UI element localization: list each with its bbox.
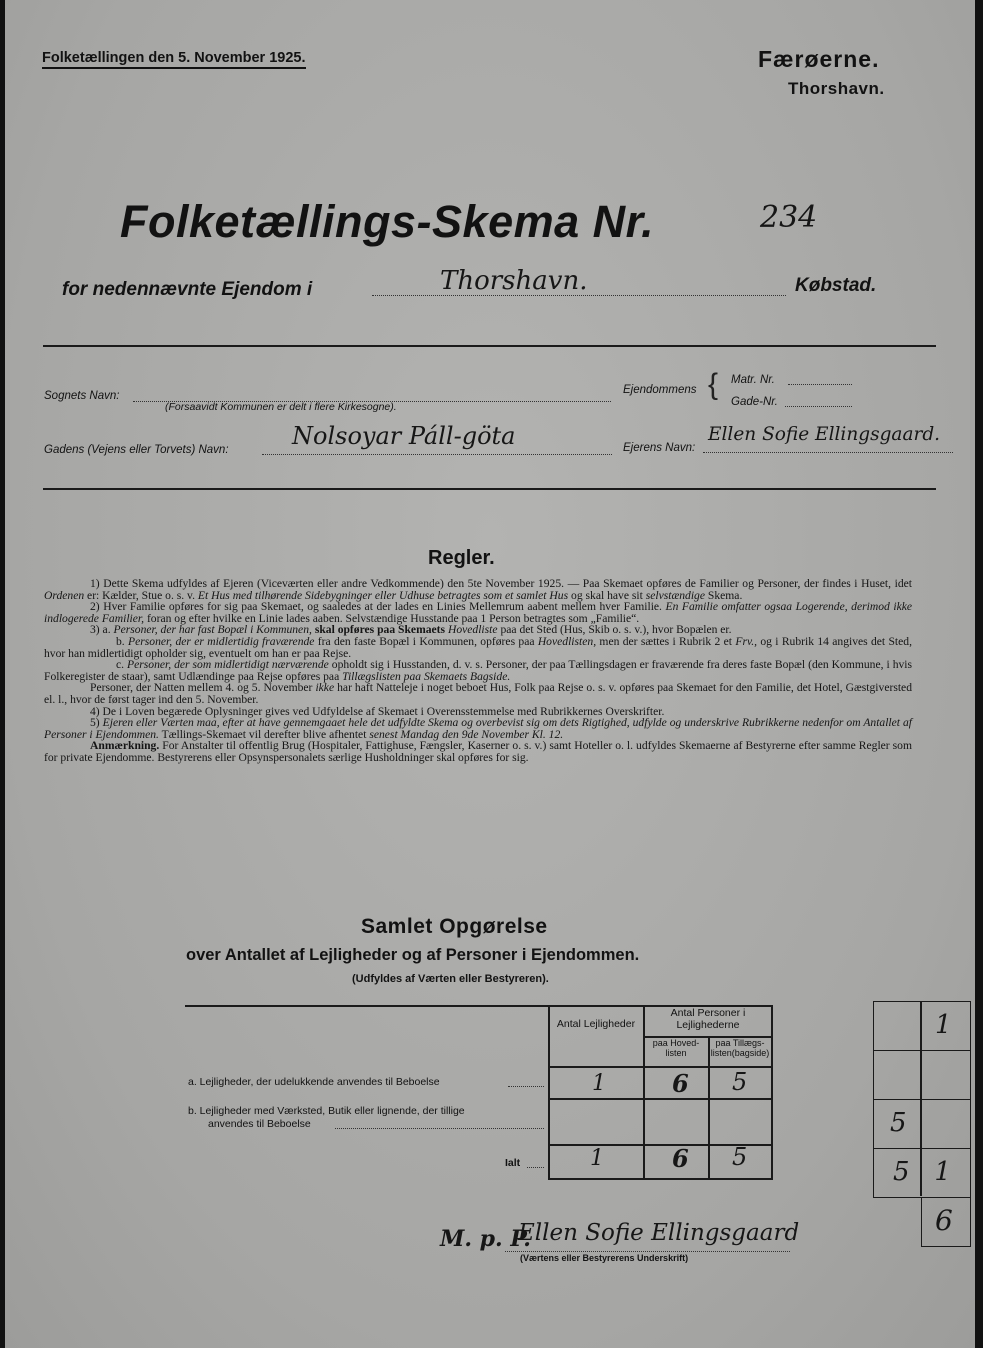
table-row-a-line <box>548 1098 773 1100</box>
signature-name: Ellen Sofie Ellingsgaard <box>518 1220 800 1246</box>
region-name: Færøerne. <box>758 46 880 72</box>
ejendom-brace: { <box>708 368 719 401</box>
table-col-line-1 <box>548 1005 550 1180</box>
side-box-4-value: 5 1 <box>893 1157 951 1187</box>
row-total-antal: 1 <box>590 1146 604 1171</box>
rule-3d: Personer, der Natten mellem 4. og 5. November ikke har haft Natteleje i noget beboet Hus, Folk paa Rejse o. s. v. opføres paa Skemaet for den Familie, det Hotel, Gæstgiversted el. l., hvor de først tager ind den 5. November. <box>44 681 913 706</box>
city-name: Thorshavn. <box>788 79 885 98</box>
col-tillaeg-header: paa Tillægs-listen(bagside) <box>710 1038 770 1058</box>
row-a-dots <box>508 1086 544 1087</box>
row-b-label-1: b. Lejligheder med Værksted, Butik eller lignende, der tillige <box>188 1105 465 1117</box>
summary-subtitle: over Antallet af Lejligheder og af Personer i Ejendommen. <box>186 946 640 964</box>
ejendom-label: Ejendommens <box>623 384 697 396</box>
subtitle-suffix: Købstad. <box>795 275 877 296</box>
matr-line <box>788 384 852 385</box>
side-box-3 <box>873 1099 971 1149</box>
rule-1: 1) Dette Skema udfyldes af Ejeren (Viceværten eller andre Vedkommende) den 5te November 1925. — Paa Skemaet opføres de Familier og Personer, der findes i Huset, idet Ordenen er: Kælder, Stue o. s. v. Et Hus med tilhørende Sidebygninger eller Udhuse betragtes som et samlet Hus og skal have sit selvstændige Skema. <box>44 577 912 602</box>
table-col-line-2 <box>643 1005 645 1180</box>
table-bottom-line <box>548 1178 773 1180</box>
scan-border-left <box>0 0 5 1348</box>
side-box-2 <box>873 1050 971 1100</box>
place-name: Thorshavn. <box>440 266 588 296</box>
rules-text <box>44 578 912 764</box>
sogn-label: Sognets Navn: <box>44 390 120 402</box>
rule-4: 4) De i Loven begærede Oplysninger gives ved Udfyldelse af Skemaet i Overensstemmelse med Rubrikkernes Overskrifter. <box>90 704 665 718</box>
rule-3b: b. Personer, der er midlertidig fraværende fra den faste Bopæl i Kommunen, opføres paa Hovedlisten, men der sættes i Rubrik 2 et Frv., og i Rubrik 14 angives det Sted, hvor han midlertidigt opholder sig, eventuelt om han er paa Rejse. <box>44 634 912 660</box>
rule-note: Anmærkning. For Anstalter til offentlig Brug (Hospitaler, Fattighuse, Fængsler, Kaserner o. s. v.) samt Hoteller o. l. udfyldes Skemaerne af Bestyrerne efter samme Regler som for private Ejendomme. Bestyrerens eller Opsynspersonalets særlige Husholdninger skal opføres for sig. <box>44 739 912 764</box>
rule-3a: 3) a. Personer, der har fast Bopæl i Kommunen, skal opføres paa Skemaets Hovedliste paa det Sted (Hus, Skib o. s. v.), hvor Bopælen er. <box>90 623 732 637</box>
col-personer-header: Antal Personer i Lejlighederne <box>670 1007 746 1031</box>
rule-2: 2) Hver Familie opføres for sig paa Skemaet, og saaledes at der lades en Linies Mellemrum aabent mellem hver Familie. En Familie omfatter ogsaa Logerende, derimod ikke indlogerede Familier, foran og efter hvilke en Linie lades aaben. Selvstændige Husstande paa 1 Person betragtes som „Familie“. <box>44 600 913 625</box>
divider-top <box>43 345 936 347</box>
row-total-label: Ialt <box>505 1157 521 1169</box>
ejer-value: Ellen Sofie Ellingsgaard. <box>708 424 941 445</box>
signature-line <box>505 1251 790 1252</box>
signature-caption: (Værtens eller Bestyrerens Underskrift) <box>520 1253 689 1263</box>
rule-3c: c. Personer, der som midlertidigt nærværende opholdt sig i Husstanden, d. v. s. Personer, der paa Tællingsdagen er fraværende fra deres faste Bopæl (den Kommune, i hvis Folkeregister de staar), samt Udlændinge paa Rejse opføres paa Tillægslisten paa Skemaets Bagside. <box>44 658 913 683</box>
gade-nr-line <box>785 406 852 407</box>
col-antal-header: Antal Lejligheder <box>556 1018 636 1030</box>
gade-label: Gadens (Vejens eller Torvets) Navn: <box>44 444 229 456</box>
gade-value: Nolsoyar Páll-göta <box>292 422 516 450</box>
row-b-label-2: anvendes til Beboelse <box>208 1118 311 1130</box>
signature-prefix: M. p. P. <box>440 1226 531 1252</box>
sogn-note: (Forsaavidt Kommunen er delt i flere Kirkesogne). <box>165 401 397 413</box>
row-total-dots <box>527 1167 544 1168</box>
form-title: Folketællings-Skema Nr. <box>120 196 655 247</box>
table-col-line-4 <box>771 1005 773 1180</box>
row-b-dots <box>335 1128 544 1129</box>
divider-mid <box>43 488 936 490</box>
gade-nr-label: Gade-Nr. <box>731 396 778 408</box>
side-box-5-value: 6 <box>935 1204 953 1237</box>
census-date: Folketællingen den 5. November 1925. <box>42 50 306 69</box>
summary-title: Samlet Opgørelse <box>361 915 548 938</box>
gade-line <box>262 454 612 455</box>
side-box-1 <box>873 1001 971 1051</box>
subtitle-prefix: for nedennævnte Ejendom i <box>62 279 313 300</box>
rules-heading: Regler. <box>428 547 495 569</box>
matr-label: Matr. Nr. <box>731 374 775 386</box>
scan-border-right <box>975 0 983 1348</box>
side-box-1-value: 1 <box>935 1010 952 1040</box>
row-total-hoved: 6 <box>672 1144 689 1173</box>
rule-5: 5) Ejeren eller Værten maa, efter at have gennemgaaet hele det udfyldte Skema og overbevist sig om dets Rigtighed, udfylde og underskrive Rubrikkerne nedenfor om Antallet af Personer i Ejendommen. Tællings-Skemaet vil derefter blive afhentet senest Mandag den 9de November Kl. 12. <box>44 716 912 741</box>
summary-note: (Udfyldes af Værten eller Bestyreren). <box>352 973 549 985</box>
ejer-label: Ejerens Navn: <box>623 442 696 454</box>
row-total-tillaeg: 5 <box>732 1143 748 1171</box>
row-a-label: a. Lejligheder, der udelukkende anvendes til Beboelse <box>188 1076 440 1088</box>
side-box-3-value: 5 <box>890 1108 907 1138</box>
col-hoved-header: paa Hoved-listen <box>652 1038 700 1058</box>
row-a-antal: 1 <box>592 1071 606 1096</box>
form-number: 234 <box>760 200 818 235</box>
row-a-tillaeg: 5 <box>732 1068 748 1096</box>
row-a-hoved: 6 <box>672 1069 689 1098</box>
ejer-line <box>703 452 953 453</box>
